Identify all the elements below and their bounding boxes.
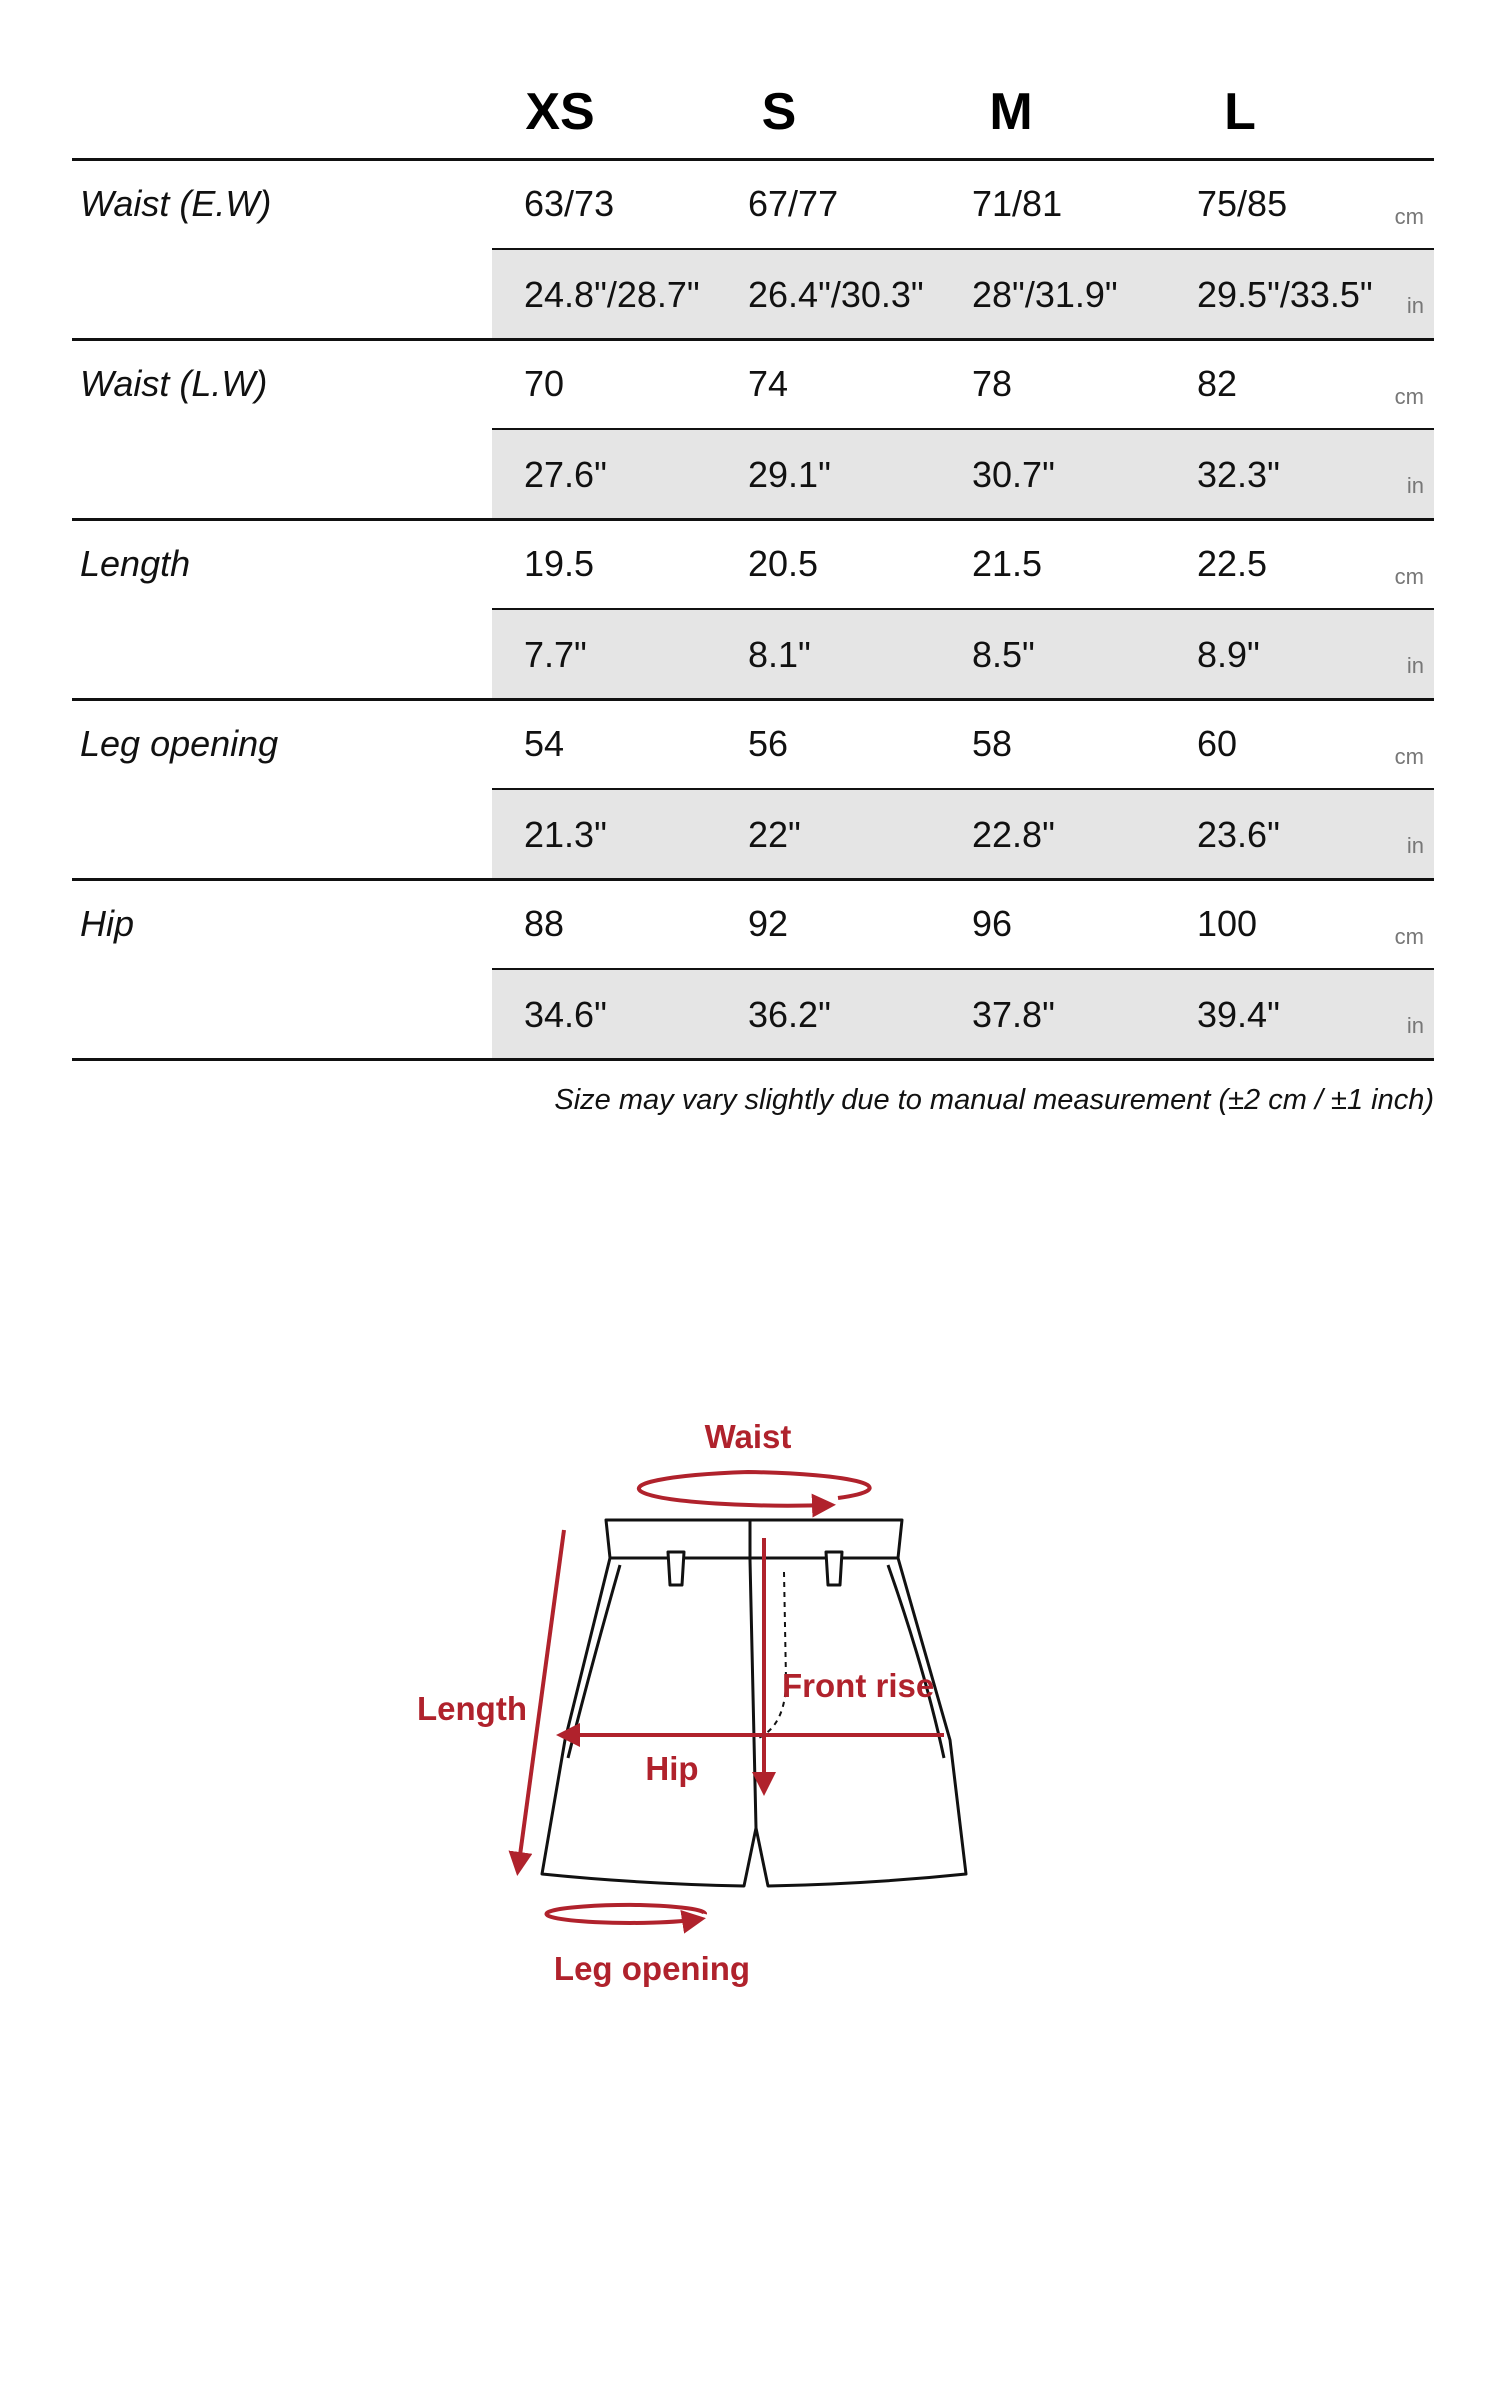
cell-cm: 54 <box>524 723 565 764</box>
waist-label: Waist <box>704 1418 792 1455</box>
front-rise-label: Front rise <box>782 1667 935 1704</box>
measurement-footnote: Size may vary slightly due to manual measurement (±2 cm / ±1 inch) <box>554 1084 1434 1116</box>
inch-row-band <box>492 970 1434 1060</box>
right-pocket <box>888 1565 944 1758</box>
cell-cm: 60 <box>1197 723 1238 764</box>
cell-in: 21.3" <box>524 814 607 855</box>
cell-cm: 70 <box>524 363 565 404</box>
size-table <box>72 0 1434 1116</box>
cell-in: 36.2" <box>748 994 831 1035</box>
left-pocket <box>568 1565 620 1758</box>
cell-cm: 82 <box>1197 363 1238 404</box>
cell-in: 27.6" <box>524 454 607 495</box>
left-belt-loop <box>668 1552 684 1585</box>
size-header-m: M <box>989 83 1033 141</box>
unit-cm-label: cm <box>1394 564 1424 589</box>
inch-row-band <box>492 790 1434 880</box>
cell-cm: 71/81 <box>972 183 1063 224</box>
cell-in: 37.8" <box>972 994 1055 1035</box>
cell-in: 30.7" <box>972 454 1055 495</box>
cell-cm: 100 <box>1197 903 1258 944</box>
cell-cm: 21.5 <box>972 543 1043 584</box>
unit-in-label: in <box>1406 833 1424 858</box>
shorts-measurement-diagram <box>0 1380 1500 2040</box>
cell-in: 24.8"/28.7" <box>524 274 700 315</box>
cell-in: 29.5"/33.5" <box>1197 274 1373 315</box>
row-label-waist-ew: Waist (E.W) <box>80 183 272 224</box>
length-label: Length <box>417 1690 527 1727</box>
row-label-leg-opening: Leg opening <box>80 723 279 764</box>
row-rule <box>72 518 1434 521</box>
cell-in: 8.1" <box>748 634 811 675</box>
cell-cm: 19.5 <box>524 543 595 584</box>
row-label-hip: Hip <box>80 903 135 944</box>
right-belt-loop <box>826 1552 842 1585</box>
unit-cm-label: cm <box>1394 924 1424 949</box>
unit-cm-label: cm <box>1394 384 1424 409</box>
leg-opening-label: Leg opening <box>553 1950 751 1987</box>
cell-cm: 22.5 <box>1197 543 1268 584</box>
cell-cm: 20.5 <box>748 543 819 584</box>
inch-row-band <box>492 430 1434 520</box>
fly-stitch <box>754 1572 786 1740</box>
cell-cm: 58 <box>972 723 1013 764</box>
cell-in: 22.8" <box>972 814 1055 855</box>
leg-opening-arrow-arc <box>547 1905 706 1923</box>
size-header-l: L <box>1224 83 1256 141</box>
row-rule <box>72 878 1434 881</box>
size-header-xs: XS <box>525 83 595 141</box>
unit-in-label: in <box>1406 1013 1424 1038</box>
unit-in-label: in <box>1406 473 1424 498</box>
size-header-s: S <box>761 83 797 141</box>
waistband <box>606 1520 902 1558</box>
cell-in: 29.1" <box>748 454 831 495</box>
row-label-length: Length <box>80 543 191 584</box>
table-bottom-rule <box>72 1058 1434 1061</box>
unit-in-label: in <box>1406 653 1424 678</box>
cell-in: 7.7" <box>524 634 587 675</box>
inch-row-band <box>492 610 1434 700</box>
cell-in: 8.9" <box>1197 634 1260 675</box>
unit-in-label: in <box>1406 293 1424 318</box>
row-rule <box>72 338 1434 341</box>
unit-cm-label: cm <box>1394 744 1424 769</box>
cell-in: 28"/31.9" <box>972 274 1118 315</box>
cell-cm: 74 <box>748 363 789 404</box>
cell-in: 34.6" <box>524 994 607 1035</box>
row-label-waist-lw: Waist (L.W) <box>80 363 268 404</box>
cell-cm: 63/73 <box>524 183 615 224</box>
center-fly-seam <box>750 1520 756 1828</box>
cell-in: 23.6" <box>1197 814 1280 855</box>
cell-cm: 67/77 <box>748 183 839 224</box>
unit-cm-label: cm <box>1394 204 1424 229</box>
waist-arrow-arc <box>639 1472 870 1506</box>
cell-cm: 75/85 <box>1197 183 1288 224</box>
row-rule <box>72 698 1434 701</box>
cell-cm: 96 <box>972 903 1013 944</box>
cell-in: 39.4" <box>1197 994 1280 1035</box>
cell-cm: 56 <box>748 723 789 764</box>
cell-in: 8.5" <box>972 634 1035 675</box>
cell-in: 22" <box>748 814 801 855</box>
cell-cm: 92 <box>748 903 789 944</box>
cell-cm: 78 <box>972 363 1013 404</box>
hip-label: Hip <box>645 1750 699 1787</box>
cell-cm: 88 <box>524 903 565 944</box>
cell-in: 32.3" <box>1197 454 1280 495</box>
header-rule <box>72 158 1434 161</box>
cell-in: 26.4"/30.3" <box>748 274 924 315</box>
